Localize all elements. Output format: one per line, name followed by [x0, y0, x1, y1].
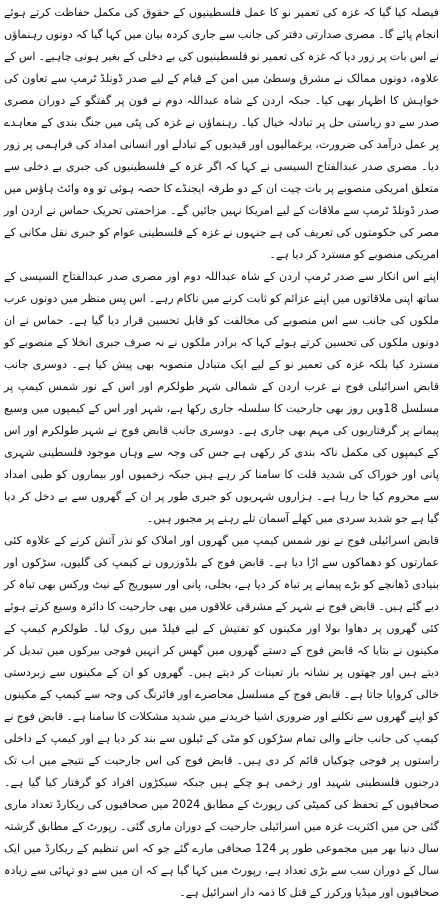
article-paragraph-3: قابض اسرائیلی فوج نے نور شمس کیمپ میں گھروں اور املاک کو نذر آتش کرنے کے علاوہ کئی عمارتوں کو دھماکوں سے اڑا دیا ہے۔ قابض فوج کے بلڈوزروں نے کیمپ کی گلیوں، سڑکوں اور بنیادی ڈھانچے کو بڑے پیمانے پر تباہ کر دیا ہے، بجلی، پانی اور سیوریج کے نیٹ ورکس بھی تباہ کر دیے گئے ہیں۔ قابض فوج نے شہر کے مشرقی علاقوں میں بھی جارحیت کا دائرہ وسیع کرتے ہوئے کئی گھروں پر دھاوا بولا اور مکینوں کو تفتیش کے لیے فیلڈ میں روک لیا۔ طولکرم کیمپ کے مکینوں نے بتایا کہ قابض فوج کے دستے گھروں میں گھس کر انہیں فوجی بیرکوں میں تبدیل کر دیتے ہیں اور چھتوں پر نشانہ باز تعینات کر دیتے ہیں۔ گھروں کو ان کے مکینوں سے زبردستی خالی کروایا جاتا ہے۔ قابض فوج کے مسلسل محاصرے اور فائرنگ کی وجہ سے کیمپ کے مکینوں کو اپنے گھروں سے نکلنے اور ضروری اشیا خریدنے میں شدید مشکلات کا سامنا ہے۔ قابض فوج نے کیمپ کی جانب جانے والی تمام سڑکوں کو مٹی کے ٹیلوں سے بند کر دیا ہے اور کیمپ کے داخلی راستوں پر فوجی چوکیاں قائم کر دی ہیں۔ قابض فوج کی اس جارحیت کے نتیجے میں اب تک درجنوں فلسطینی شہید اور زخمی ہو چکے ہیں جبکہ سیکڑوں افراد کو گرفتار کیا گیا ہے۔ صحافیوں کے تحفظ کی کمیٹی کی رپورٹ کے مطابق 2024 میں صحافیوں کی ریکارڈ تعداد ماری گئی جن میں اکثریت غزہ میں اسرائیلی جارحیت کے دوران ماری گئی۔ رپورٹ کے مطابق گزشتہ سال دنیا بھر میں مجموعی طور پر 124 صحافی مارے گئے جو کہ اس تنظیم کے ریکارڈ میں ایک سال کے دوران سب سے بڑی تعداد ہے، رپورٹ میں کہا گیا ہے کہ ان میں سے دو تہائی سے زیادہ صحافیوں اور میڈیا ورکرز کے قتل کا ذمہ دار اسرائیل ہے۔	[4, 534, 439, 899]
article-paragraph-1: فیصلہ کیا گیا کہ غزہ کی تعمیر نو کا عمل فلسطینیوں کے حقوق کی مکمل حفاظت کرتے ہوئے انجام پائے گا۔ مصری صدارتی دفتر کی جانب سے جاری کردہ بیان میں کہا گیا کہ دونوں رہنماؤں نے اس بات پر زور دیا کہ غزہ کی تعمیر نو فلسطینیوں کی بے دخلی کے بغیر ہونی چاہیے۔ اس کے علاوہ، دونوں ممالک نے مشرق وسطیٰ میں امن کے قیام کے لیے صدر ڈونلڈ ٹرمپ سے تعاون کی خواہش کا اظہار بھی کیا۔ جبکہ اردن کے شاہ عبداللہ دوم نے فون پر گفتگو کے دوران مصری صدر سے دو ریاستی حل پر تبادلہ خیال کیا۔ رہنماؤں نے غزہ کی پٹی میں جنگ بندی کے معاہدے پر عمل درآمد کی ضرورت، یرغمالیوں اور قیدیوں کے تبادلے اور انسانی امداد کی فراہمی پر زور دیا۔ مصری صدر عبدالفتاح السیسی نے کہا کہ اگر غزہ کے فلسطینیوں کی جبری بے دخلی سے متعلق امریکی منصوبے پر بات چیت ان کے دو طرفہ ایجنڈے کا حصہ ہوئی تو وہ وائٹ ہاؤس میں صدر ڈونلڈ ٹرمپ سے ملاقات کے لیے امریکا نہیں جائیں گے۔ مزاحمتی تحریک حماس نے اردن اور مصر کی حکومتوں کی تعریف کی ہے جنہوں نے غزہ کے فلسطینی عوام کو جبری نقل مکانی کے امریکی منصوبے کو مسترد کر دیا ہے۔	[4, 6, 439, 261]
article-paragraph-2: اپنے اس انکار سے صدر ٹرمپ اردن کے شاہ عبداللہ دوم اور مصری صدر عبدالفتاح السیسی کے ساتھ اپنی ملاقاتوں میں اپنے عزائم کو ثابت کرنے میں ناکام رہے۔ اس پس منظر میں دونوں عرب ملکوں کی جانب سے اس منصوبے کی مخالفت کو قابل تحسین قرار دیا گیا ہے۔ حماس نے ان دونوں ملکوں کی تحسین کرتے ہوئے کہا کہ برادر ملکوں نے نہ صرف جبری انخلا کے منصوبے کو مسترد کیا بلکہ غزہ کی تعمیر نو کے لیے ایک متبادل منصوبہ بھی پیش کیا ہے۔ دوسری جانب قابض اسرائیلی فوج نے غرب اردن کے شمالی شہر طولکرم اور اس کے نور شمس کیمپ پر مسلسل 18ویں روز بھی جارحیت کا سلسلہ جاری رکھا ہے، شہر اور اس کے کیمپوں میں وسیع پیمانے پر گرفتاریوں کی مہم بھی جاری ہے۔ دوسری جانب قابض فوج نے شہر طولکرم اور اس کے کیمپوں کی مکمل ناکہ بندی کر رکھی ہے جس کی وجہ سے وہاں موجود فلسطینی شہری پانی اور خوراک کی شدید قلت کا سامنا کر رہے ہیں جبکہ زخمیوں اور بیماروں کو طبی امداد سے محروم کیا جا رہا ہے۔ ہزاروں شہریوں کو جبری طور پر ان کے گھروں سے بے دخل کر دیا گیا ہے جو شدید سردی میں کھلے آسمان تلے رہنے پر مجبور ہیں۔	[4, 270, 439, 525]
